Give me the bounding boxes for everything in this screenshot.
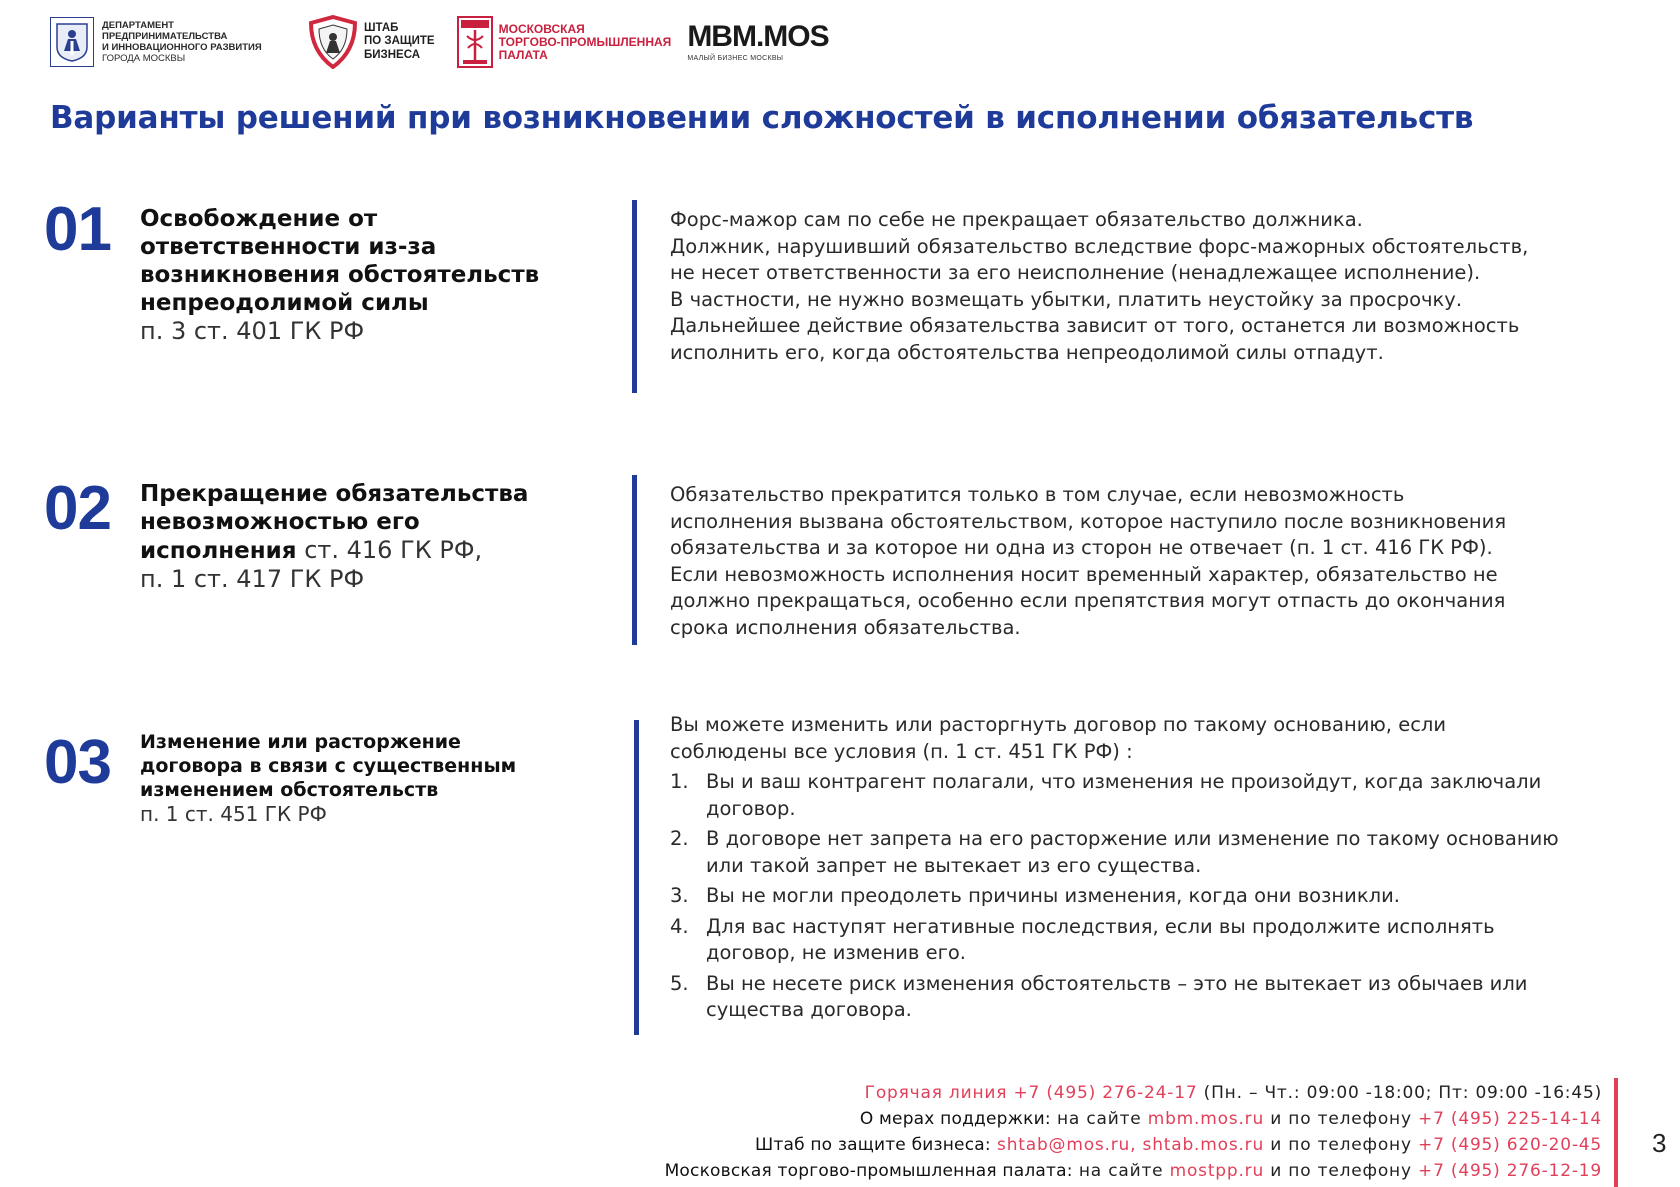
section-divider [632,475,637,645]
moscow-coat-of-arms-icon [50,17,94,67]
section-number: 03 [44,728,111,797]
section-body [670,482,1620,641]
list-item-text: В договоре нет запрета на его расторжение или изменение по такому основанию или такой запрет не вытекает из его существа. [706,827,1559,877]
mtpp-label: Московская торгово-промышленная палата: [664,1161,1073,1181]
body-line: исполнения вызвана обстоятельством, которое наступило после возникновения [670,509,1507,533]
section-heading [140,480,600,593]
list-item-text: Для вас наступят негативные последствия, если вы продолжите исполнять договор, не изменив его. [706,914,1495,964]
heading-line: возникновения обстоятельств [140,262,540,288]
body-line: исполнить его, когда обстоятельства непреодолимой силы отпадут. [670,340,1384,364]
dept-line-1: ДЕПАРТАМЕНТ [102,20,174,31]
heading-legal-reference: п. 3 ст. 401 ГК РФ [140,317,365,345]
footer-mtpp [665,1158,1602,1184]
section-heading [140,205,600,345]
body-line: не несет ответственности за его неисполнение (ненадлежащее исполнение). [670,261,1481,284]
heading-legal-reference: п. 1 ст. 417 ГК РФ [140,565,365,593]
heading-line: Прекращение обязательства [140,481,529,507]
list-item-number: 5. [670,971,689,995]
footer-accent-bar [1614,1078,1618,1187]
body-line: срока исполнения обязательства. [670,615,1021,639]
shtab-line-2: ПО ЗАЩИТЕ [364,35,435,48]
shtab-email-link[interactable]: shtab@mos.ru [997,1135,1131,1155]
list-item [670,769,1590,822]
body-line: В частности, не нужно возмещать убытки, платить неустойку за просрочку. [670,287,1463,311]
footer-hotline [665,1080,1602,1106]
mtpp-logo-text [499,23,672,62]
body-line: Дальнейшее действие обязательства зависит от того, останется ли возможность [670,314,1520,337]
heading-legal-reference: ст. 416 ГК РФ, [296,536,483,564]
support-site-prefix: на сайте [1050,1109,1148,1129]
support-label: О мерах поддержки: [859,1109,1051,1129]
body-line: Обязательство прекратится только в том случае, если невозможность [670,483,1405,506]
support-site-link[interactable]: mbm.mos.ru [1147,1109,1265,1129]
mtpp-line-3: ПАЛАТА [498,47,548,62]
mtpp-line-1: МОСКОВСКАЯ [498,21,585,36]
mbm-logo-subtitle: МАЛЫЙ БИЗНЕС МОСКВЫ [687,55,784,62]
body-line: Вы можете изменить или расторгнуть договор по такому основанию, если [670,713,1447,736]
shtab-site-link[interactable]: shtab.mos.ru [1142,1135,1265,1155]
section-body [670,712,1590,1028]
dept-logo [50,17,274,67]
hotline-label: Горячая линия [864,1083,1008,1103]
section-number: 02 [44,474,111,543]
section-divider [632,200,637,393]
page-number: 3 [1652,1128,1667,1158]
section-heading [140,730,600,826]
hotline-phone-link[interactable]: +7 (495) 276-24-17 [1013,1083,1198,1103]
body-line: Должник, нарушивший обязательство вследствие форс-мажорных обстоятельств, [670,234,1529,258]
list-item-number: 4. [670,914,689,938]
heading-legal-reference: п. 1 ст. 451 ГК РФ [140,802,327,826]
body-line: Форс-мажор сам по себе не прекращает обязательство должника. [670,208,1363,231]
heading-line: исполнения [140,538,297,564]
body-line: Если невозможность исполнения носит временный характер, обязательство не [670,562,1498,586]
shtab-line-3: БИЗНЕСА [364,48,421,61]
shtab-separator: , [1130,1135,1143,1155]
body-line: должно прекращаться, особенно если препятствия могут отпасть до окончания [670,589,1506,612]
shtab-phone-link[interactable]: +7 (495) 620-20-45 [1418,1135,1602,1155]
list-item [670,826,1590,879]
hotline-hours: (Пн. – Чт.: 09:00 -18:00; Пт: 09:00 -16:45) [1197,1083,1602,1103]
footer-shtab [665,1132,1602,1158]
mtpp-site-prefix: на сайте [1072,1161,1170,1181]
shtab-logo [308,15,435,69]
shtab-phone-prefix: и по телефону [1264,1135,1419,1155]
list-item [670,971,1590,1024]
section-number: 01 [44,195,111,264]
list-item [670,914,1590,967]
dept-line-2: ПРЕДПРИНИМАТЕЛЬСТВА [102,31,228,42]
heading-line: Освобождение от [140,206,378,232]
logo-strip [50,14,829,70]
list-item-number: 1. [670,770,689,793]
list-item-text: Вы не могли преодолеть причины изменения, когда они возникли. [706,884,1400,907]
list-item-number: 2. [670,827,689,850]
shield-icon [308,15,358,69]
body-line: соблюдены все условия (п. 1 ст. 451 ГК РФ) : [670,739,1133,763]
list-item-text: Вы не несете риск изменения обстоятельств – это не вытекает из обычаев или существа договора. [706,971,1528,1021]
mtpp-phone-link[interactable]: +7 (495) 276-12-19 [1418,1161,1602,1181]
support-phone-prefix: и по телефону [1264,1109,1419,1129]
heading-line: Изменение или расторжение [140,731,461,753]
support-phone-link[interactable]: +7 (495) 225-14-14 [1418,1109,1602,1129]
mtpp-logo [457,16,672,68]
heading-line: изменением обстоятельств [140,779,439,801]
list-item [670,883,1590,910]
footer-contacts [665,1080,1602,1184]
footer-support [665,1106,1602,1132]
mtpp-site-link[interactable]: mostpp.ru [1169,1161,1265,1181]
body-line: обязательства и за которое ни одна из сторон не отвечает (п. 1 ст. 416 ГК РФ). [670,536,1493,559]
mtpp-emblem-icon [457,16,493,68]
mbm-logo [687,22,828,62]
mtpp-phone-prefix: и по телефону [1264,1161,1419,1181]
dept-logo-text [102,20,274,64]
heading-line: договора в связи с существенным [140,755,517,777]
conditions-list [670,769,1590,1024]
mbm-logo-wordmark: MBM.MOS [687,20,829,53]
heading-line: невозможностью его [140,509,420,535]
section-body [670,207,1620,366]
shtab-label: Штаб по защите бизнеса: [754,1135,991,1155]
heading-line: непреодолимой силы [140,290,429,316]
section-divider [634,720,639,1035]
shtab-logo-text [364,22,435,63]
shtab-line-1: ШТАБ [364,21,399,34]
mtpp-line-2: ТОРГОВО-ПРОМЫШЛЕННАЯ [498,34,672,49]
list-item-number: 3. [670,884,689,907]
dept-line-3: И ИННОВАЦИОННОГО РАЗВИТИЯ [102,42,262,53]
heading-line: ответственности из-за [140,234,437,260]
list-item-text: Вы и ваш контрагент полагали, что изменения не произойдут, когда заключали договор. [706,770,1542,820]
page-title: Варианты решений при возникновении сложностей в исполнении обязательств [50,100,1474,136]
dept-line-4: ГОРОДА МОСКВЫ [102,53,186,64]
